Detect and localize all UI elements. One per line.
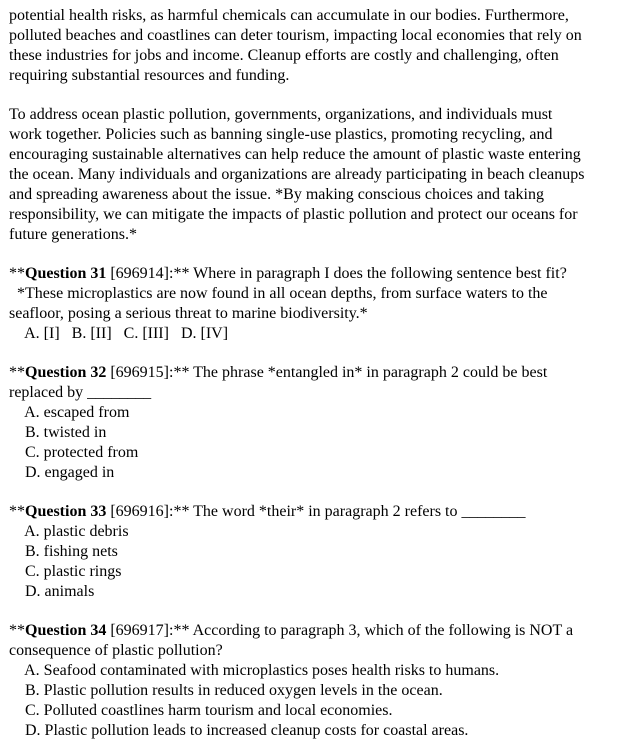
paragraph-line — [9, 165, 644, 185]
question-line — [9, 681, 644, 701]
paragraph-line — [9, 46, 644, 66]
text-segment: B. twisted in — [9, 424, 107, 441]
text-segment: potential health risks, as harmful chemicals can accumulate in our bodies. Furthermore, — [9, 7, 569, 24]
text-segment: C. Polluted coastlines harm tourism and local economies. — [9, 702, 393, 719]
question-number-label: Question 34 — [25, 622, 107, 639]
text-segment: replaced by ________ — [9, 384, 152, 401]
paragraph-line — [9, 66, 644, 86]
text-segment: C. plastic rings — [9, 563, 122, 580]
question-line — [9, 423, 644, 443]
text-segment: A. escaped from — [9, 404, 130, 421]
text-segment: [696916]:** The word *their* in paragraph 2 refers to ________ — [106, 503, 526, 520]
text-segment: the ocean. Many individuals and organizations are already participating in beach cleanups — [9, 166, 585, 183]
question-line — [9, 522, 644, 542]
text-segment: ** — [9, 265, 25, 282]
paragraph-addressing-pollution — [9, 105, 644, 245]
text-segment: ** — [9, 364, 25, 381]
text-segment: B. Plastic pollution results in reduced oxygen levels in the ocean. — [9, 682, 443, 699]
text-segment: [696915]:** The phrase *entangled in* in paragraph 2 could be best — [106, 364, 548, 381]
question-33 — [9, 502, 644, 602]
text-segment: responsibility, we can mitigate the impacts of plastic pollution and protect our oceans for — [9, 206, 578, 223]
question-line — [9, 264, 644, 284]
question-line — [9, 403, 644, 423]
question-line — [9, 383, 644, 403]
text-segment: [696914]:** Where in paragraph I does the following sentence best fit? — [106, 265, 567, 282]
text-segment: C. protected from — [9, 444, 139, 461]
question-line — [9, 363, 644, 383]
paragraph-cleanup-costs — [9, 6, 644, 86]
paragraph-line — [9, 26, 644, 46]
question-number-label: Question 32 — [25, 364, 107, 381]
question-line — [9, 324, 644, 344]
text-segment: future generations.* — [9, 226, 137, 243]
question-line — [9, 284, 644, 304]
text-segment: D. engaged in — [9, 464, 115, 481]
text-segment: B. fishing nets — [9, 543, 118, 560]
question-line — [9, 701, 644, 721]
text-segment: seafloor, posing a serious threat to marine biodiversity.* — [9, 305, 368, 322]
question-number-label: Question 31 — [25, 265, 107, 282]
text-segment: A. [I] B. [II] C. [III] D. [IV] — [9, 325, 229, 342]
text-segment: D. animals — [9, 583, 95, 600]
text-segment: D. Plastic pollution leads to increased cleanup costs for coastal areas. — [9, 722, 469, 739]
paragraph-line — [9, 185, 644, 205]
paragraph-line — [9, 225, 644, 245]
text-segment: A. plastic debris — [9, 523, 129, 540]
text-segment: these industries for jobs and income. Cleanup efforts are costly and challenging, often — [9, 47, 559, 64]
paragraph-line — [9, 125, 644, 145]
question-line — [9, 542, 644, 562]
question-line — [9, 641, 644, 661]
text-segment: A. Seafood contaminated with microplastics poses health risks to humans. — [9, 662, 500, 679]
question-line — [9, 463, 644, 483]
question-line — [9, 562, 644, 582]
question-32 — [9, 363, 644, 483]
text-segment: and spreading awareness about the issue. *By making conscious choices and taking — [9, 186, 544, 203]
text-segment: polluted beaches and coastlines can deter tourism, impacting local economies that rely on — [9, 27, 582, 44]
question-line — [9, 582, 644, 602]
question-line — [9, 621, 644, 641]
question-line — [9, 502, 644, 522]
question-31 — [9, 264, 644, 344]
text-segment: work together. Policies such as banning single-use plastics, promoting recycling, and — [9, 126, 553, 143]
question-34 — [9, 621, 644, 741]
text-segment: [696917]:** According to paragraph 3, which of the following is NOT a — [106, 622, 574, 639]
text-segment: ** — [9, 503, 25, 520]
text-segment: To address ocean plastic pollution, governments, organizations, and individuals must — [9, 106, 553, 123]
paragraph-line — [9, 105, 644, 125]
question-line — [9, 304, 644, 324]
question-line — [9, 443, 644, 463]
question-line — [9, 721, 644, 741]
paragraph-line — [9, 205, 644, 225]
question-line — [9, 661, 644, 681]
paragraph-line — [9, 6, 644, 26]
question-number-label: Question 33 — [25, 503, 107, 520]
text-segment: *These microplastics are now found in all ocean depths, from surface waters to the — [9, 285, 548, 302]
text-segment: encouraging sustainable alternatives can help reduce the amount of plastic waste entering — [9, 146, 581, 163]
text-segment: requiring substantial resources and funding. — [9, 67, 290, 84]
text-segment: consequence of plastic pollution? — [9, 642, 223, 659]
text-segment: ** — [9, 622, 25, 639]
paragraph-line — [9, 145, 644, 165]
